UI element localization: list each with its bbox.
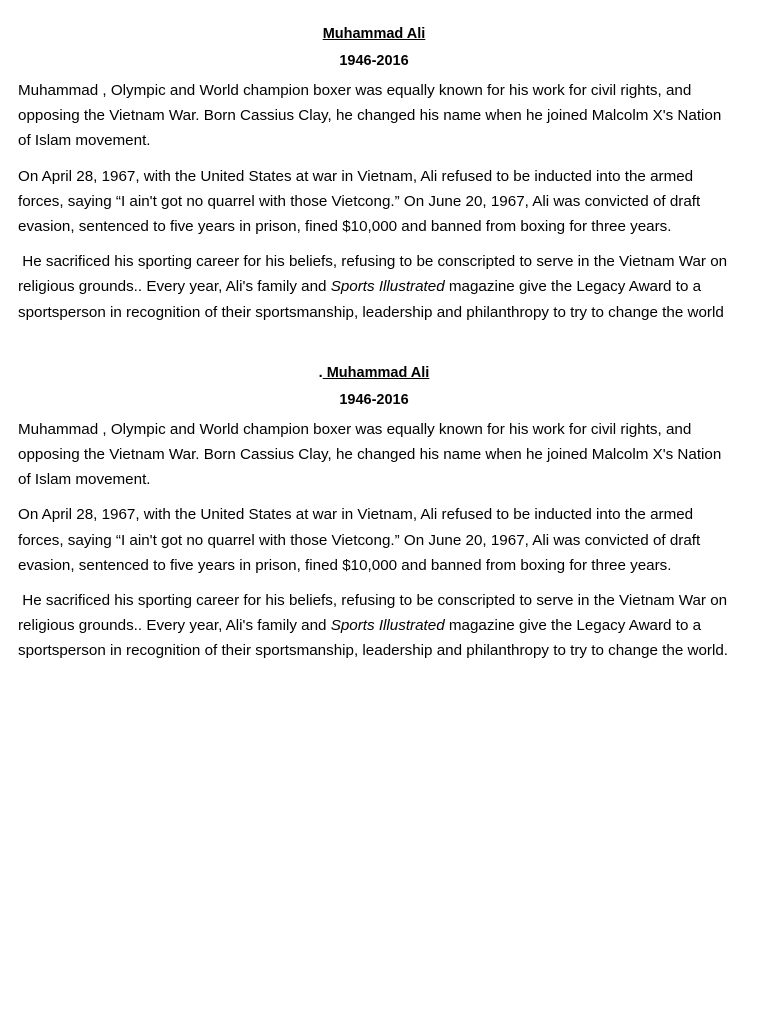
bio-title-text: Muhammad Ali bbox=[322, 364, 430, 381]
bio-years: 1946-2016 bbox=[339, 53, 409, 69]
bio-paragraph-intro: Muhammad , Olympic and World champion boxer was equally known for his work for civil rights, and opposing the Vietnam War. Born Cassius Clay, he changed his name when he joined Malcolm X's Nation of Islam movement. bbox=[18, 82, 726, 150]
bio-title-text: Muhammad Ali bbox=[322, 26, 426, 42]
bio-title bbox=[18, 363, 730, 383]
title-leading-dot: . bbox=[318, 364, 323, 381]
bio-paragraph-legacy bbox=[18, 588, 730, 664]
bio-block-first bbox=[18, 24, 730, 325]
legacy-text-start: He sacrificed his sporting career for his beliefs, refusing to be conscripted to serve in the Vietnam War on religious grounds.. Every year, Ali's family and bbox=[18, 253, 732, 296]
legacy-text-start: He sacrificed his sporting career for his beliefs, refusing to be conscripted to serve in the Vietnam War on religious grounds.. Every year, Ali's family and bbox=[18, 592, 732, 635]
bio-paragraph-intro: Muhammad , Olympic and World champion boxer was equally known for his work for civil rights, and opposing the Vietnam War. Born Cassius Clay, he changed his name when he joined Malcolm X's Nation of Islam movement. bbox=[18, 420, 726, 489]
bio-title bbox=[18, 24, 730, 44]
magazine-name: Sports Illustrated bbox=[330, 617, 445, 635]
bio-years: 1946-2016 bbox=[339, 391, 409, 408]
legacy-text-end: magazine give the Legacy Award to a sportsperson in recognition of their sportsmanship, leadership and philanthropy to try to change the world. bbox=[18, 617, 729, 660]
bio-block-second bbox=[18, 363, 730, 664]
magazine-name: Sports Illustrated bbox=[330, 278, 445, 296]
document-page bbox=[18, 24, 730, 674]
bio-paragraph-draft: On April 28, 1967, with the United States at war in Vietnam, Ali refused to be inducted into the armed forces, saying “I ain't got no quarrel with those Vietcong.” On June 20, 1967, Ali was convicted of draft evasion, sentenced to five years in prison, fined $10,000 and banned from boxing for three years. bbox=[18, 167, 705, 236]
legacy-text-end: magazine give the Legacy Award to a sportsperson in recognition of their sportsmanship, leadership and philanthropy to try to change the world bbox=[18, 278, 724, 321]
bio-paragraph-draft: On April 28, 1967, with the United States at war in Vietnam, Ali refused to be inducted into the armed forces, saying “I ain't got no quarrel with those Vietcong.” On June 20, 1967, Ali was convicted of draft evasion, sentenced to five years in prison, fined $10,000 and banned from boxing for three years. bbox=[18, 506, 705, 574]
bio-paragraph-legacy bbox=[18, 249, 730, 325]
